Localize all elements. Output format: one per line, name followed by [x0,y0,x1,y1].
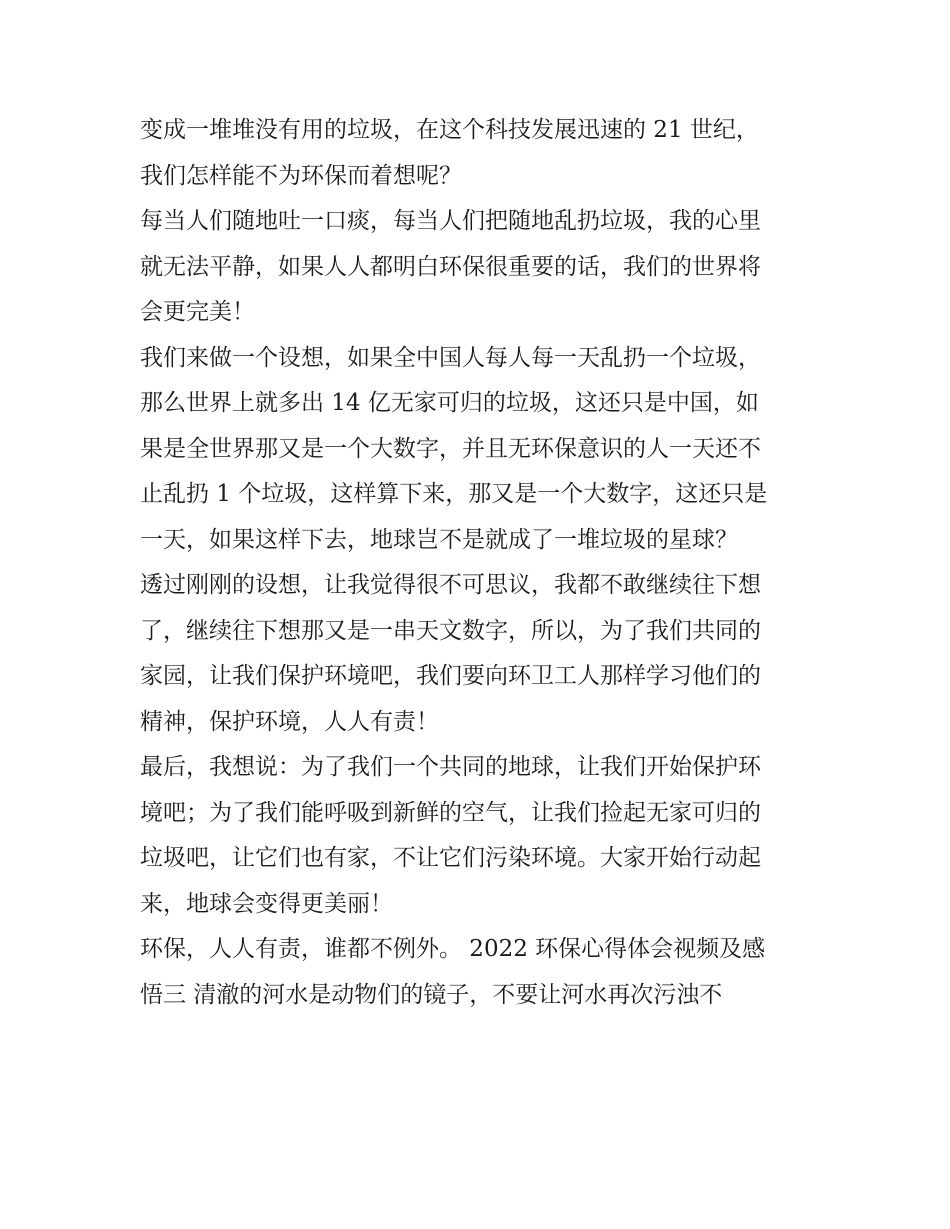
text-line: 会更完美！ [140,299,255,325]
text-line: 那么世界上就多出 14 亿无家可归的垃圾，这还只是中国，如 [140,390,759,416]
text-line: 透过刚刚的设想，让我觉得很不可思议，我都不敢继续往下想 [140,572,761,598]
text-line: 悟三 清澈的河水是动物们的镜子，不要让河水再次污浊不 [140,981,723,1008]
text-line: 止乱扔 1 个垃圾，这样算下来，那又是一个大数字，这还只是 [140,481,768,507]
text-line: 每当人们随地吐一口痰，每当人们把随地乱扔垃圾，我的心里 [140,208,761,234]
text-line: 精神，保护环境，人人有责！ [140,708,439,735]
text-line: 变成一堆堆没有用的垃圾，在这个科技发展迅速的 21 世纪， [140,117,759,143]
text-line: 一天，如果这样下去，地球岂不是就成了一堆垃圾的星球？ [140,526,738,553]
text-line: 境吧；为了我们能呼吸到新鲜的空气，让我们捡起无家可归的 [140,799,761,826]
text-line: 果是全世界那又是一个大数字，并且无环保意识的人一天还不 [140,435,761,462]
text-line: 家园，让我们保护环境吧，我们要向环卫工人那样学习他们的 [140,663,761,689]
text-line: 我们怎样能不为环保而着想呢？ [140,162,462,189]
text-line: 环保，人人有责，谁都不例外。 2022 环保心得体会视频及感 [140,936,766,962]
text-line: 了，继续往下想那又是一串天文数字，所以，为了我们共同的 [140,617,761,644]
text-line: 来，地球会变得更美丽！ [140,890,393,917]
text-line: 最后，我想说：为了我们一个共同的地球，让我们开始保护环 [140,754,761,780]
document-body [140,108,820,1018]
text-line: 就无法平静，如果人人都明白环保很重要的话，我们的世界将 [140,253,761,280]
text-line: 我们来做一个设想，如果全中国人每人每一天乱扔一个垃圾， [140,344,761,371]
text-line: 垃圾吧，让它们也有家，不让它们污染环境。大家开始行动起 [140,845,761,871]
